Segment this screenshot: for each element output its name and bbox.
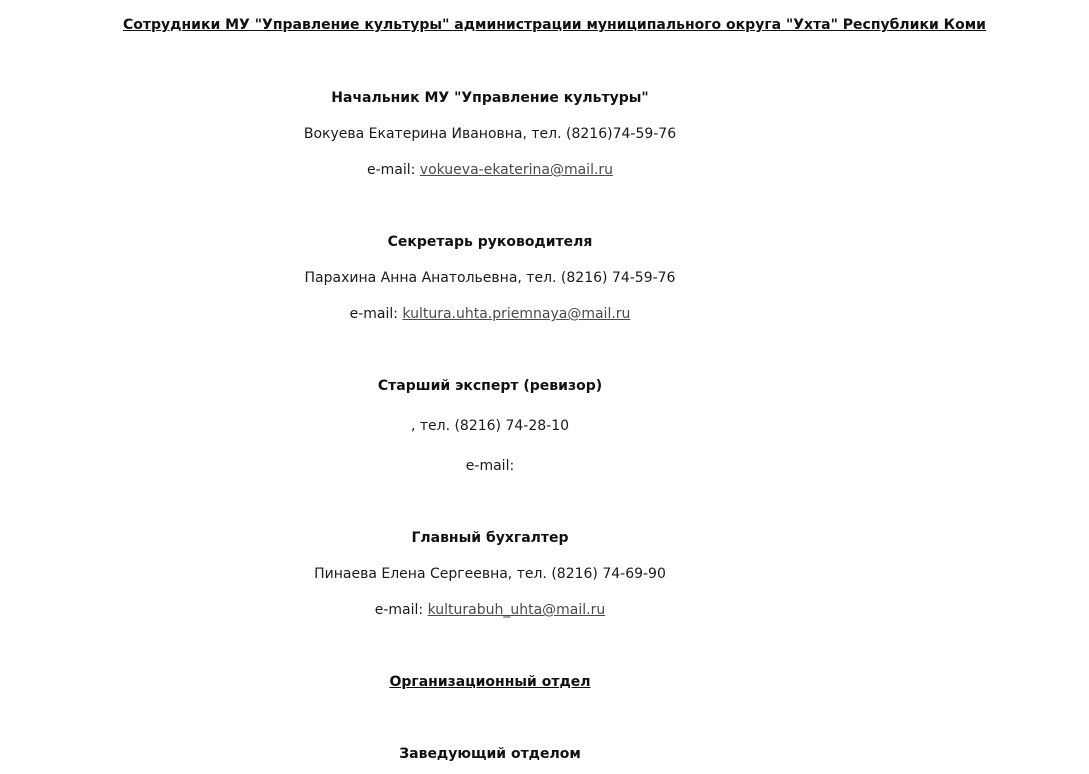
position-title-auditor: Старший эксперт (ревизор) [377, 378, 603, 394]
position-title-secretary: Секретарь руководителя [387, 234, 593, 250]
department-heading: Организационный отдел [389, 674, 591, 690]
contact-info-auditor: , тел. (8216) 74-28-10 [410, 418, 570, 434]
contact-info-secretary: Парахина Анна Анатольевна, тел. (8216) 74-59-76 [304, 270, 676, 286]
email-link-secretary[interactable]: kultura.uhta.priemnaya@mail.ru [402, 306, 631, 322]
email-label: e-mail: [465, 458, 515, 474]
position-title-dept-head: Заведующий отделом [399, 746, 581, 762]
page-title: Сотрудники МУ "Управление культуры" администрации муниципального округа "Ухта" Республики Коми [123, 17, 986, 33]
email-link-head[interactable]: vokueva-ekaterina@mail.ru [419, 162, 614, 178]
email-row-secretary [0, 305, 980, 323]
contact-info-head: Вокуева Екатерина Ивановна, тел. (8216)74-59-76 [303, 126, 677, 142]
email-link-accountant[interactable]: kulturabuh_uhta@mail.ru [427, 602, 606, 618]
email-row-auditor [0, 457, 980, 475]
email-row-accountant [0, 601, 980, 619]
email-label: e-mail: [366, 162, 420, 178]
position-title-head: Начальник МУ "Управление культуры" [331, 90, 649, 106]
email-row-head [0, 161, 980, 179]
email-label: e-mail: [374, 602, 428, 618]
position-title-accountant: Главный бухгалтер [411, 530, 569, 546]
contact-info-accountant: Пинаева Елена Сергеевна, тел. (8216) 74-69-90 [314, 566, 666, 582]
email-label: e-mail: [349, 306, 403, 322]
